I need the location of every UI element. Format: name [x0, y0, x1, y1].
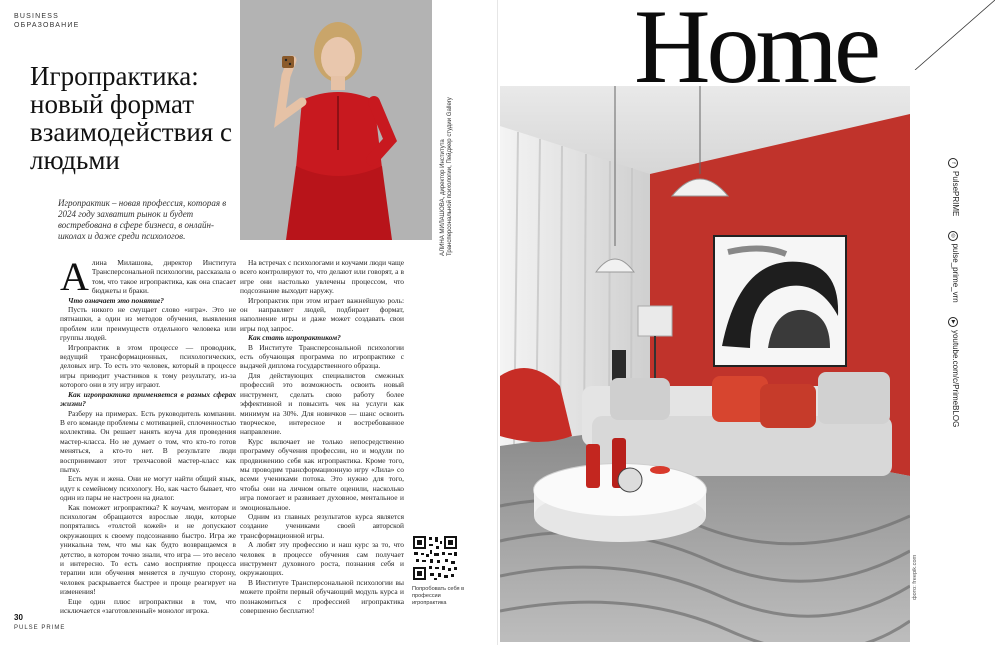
article-column-2 [240, 258, 404, 615]
social-label: pulse_prime_vrn [951, 243, 960, 303]
decorative-diagonal-line [875, 0, 995, 70]
paragraph: Пусть никого не смущает слово «игра». Это не пятнашки, а один из методов обучения, выявления проблем или преимуществ отдельного человека или группы людей. [60, 305, 236, 343]
section-label [14, 12, 80, 30]
left-page [0, 0, 497, 645]
paragraph: Курс включает не только непосредственно программу обучения профессии, но и модули по продвижению себя как игропрактика. Кроме того, мы проводим трансформационную игру «Лила» со всеми учениками потока. Это нужно для того, чтобы они на личном опыте оценили, насколько игра помогает и развивает духовное, ментальное и эмоциональное. [240, 436, 404, 512]
paragraph: В Институте Трансперсональной психологии вы можете пройти первый обучающий модуль курса и познакомиться с профессией игропрактика совершенно бесплатно! [240, 577, 404, 616]
social-label: PulsePRIME [951, 171, 960, 217]
paragraph: А любят эту профессию и наш курс за то, что человек в процессе обучения сам получает инструмент духовного роста, познания себя и окружающих. [240, 540, 404, 578]
qr-caption: Попробовать себя в профессии игропрактика [412, 586, 465, 606]
paragraph: Еще один плюс игропрактики в том, что исключается «заготовленный» монолог игрока. [60, 596, 236, 616]
living-room-illustration [500, 86, 910, 642]
paragraph: Одним из главных результатов курса является создание учениками своей авторской трансформационной игры. [240, 511, 404, 540]
section-category: BUSINESS [14, 13, 59, 20]
paragraph: В Институте Трансперсональной психологии есть обучающая программа по игропрактике с выдачей диплома государственного образца. [240, 342, 404, 371]
social-link-youtube[interactable] [948, 317, 960, 427]
social-label: youtube.com/c/PrimeBLOG [951, 329, 960, 428]
youtube-icon: ▶ [948, 317, 958, 327]
paragraph: Игропрактик в этом процессе — проводник, ведущий трансформационных, психологических, деловых игр. То есть это человек, который в процессе игры приводит участников к тому результату, из-за которого они в эту игру играют. [60, 342, 236, 390]
photo-credit [912, 540, 922, 600]
article-title: Игропрактика: новый формат взаимодействия с людьми [30, 61, 232, 175]
photo-caption-text: АЛИНА МИЛАШОВА, директор Института Трансперсональной психологии, Пейджер студии Gallery [440, 97, 453, 256]
paragraph [60, 254, 236, 299]
paragraph: Для действующих специалистов смежных профессий это возможность освоить новый инструмент, сделать свою работу более эффективной и повысить чек на услуги как минимум на 30%. Для новичков — шанс освоить творческое, интересное и востребованное направление. [240, 370, 404, 437]
paragraph: Как поможет игропрактика? К коучам, менторам и психологам обращаются взрослые люди, которые попрятались «толстой кожей» и не допускают окружающих к своему подсознанию быстро. Игра же уникальна тем, что мы как будто возвращаемся в детство, в котором точно знали, что игра — это весело и интересно. То есть само восприятие процесса терапии или обучения меняется в лучшую сторону, человек раскрывается быстрее и проще реагирует на изменения! [60, 502, 236, 597]
author-photo [240, 0, 432, 240]
magazine-name: PULSE PRIME [14, 625, 66, 631]
page-number: 30 [14, 613, 23, 622]
social-link-instagram[interactable] [948, 231, 960, 303]
photo-credit-text: фото: freepik.com [912, 554, 918, 600]
photo-caption [440, 86, 466, 256]
paragraph: На встречах с психологами и коучами люди чаще всего контролируют то, что делают или говорят, а в игре они настолько увлечены процессом, что подсознание выходит наружу. [240, 258, 404, 296]
section-title-home: Home [634, 0, 878, 105]
social-link-facebook[interactable] [948, 158, 960, 216]
social-links-row [948, 158, 960, 458]
drop-cap: А [60, 254, 89, 299]
facebook-icon: f [948, 158, 958, 168]
interior-photo [500, 86, 910, 642]
social-links [946, 158, 966, 458]
paragraph-text: лина Милашова, директор Института Трансперсональной психологии, рассказала о том, что такое игропрактика, как она спасает бюджеты и браки. [91, 258, 236, 296]
question-heading: Как игропрактика применяется в разных сферах жизни? [60, 389, 236, 409]
instagram-icon: ◎ [948, 231, 958, 241]
paragraph: Есть муж и жена. Они не могут найти общий язык, идут к семейному психологу. Но, как часто бывает, что один из пары не настроен на диалог. [60, 474, 236, 503]
paragraph: Игропрактик при этом играет важнейшую роль: он направляет людей, подбирает формат, наполнение игры и даже может создавать свои игры под запрос. [240, 295, 404, 333]
qr-code-icon [412, 535, 458, 581]
paragraph: Разберу на примерах. Есть руководитель компании. В его команде проблемы с мотивацией, сплоченностью коллектива. Он решает нанять коуча для проведения мастер-класса. Но не думает о том, что кто-то готов меняться, а кто-то нет. В результате люди воспринимают этот трехчасовой мастер-класс как пытку. [60, 408, 236, 474]
section-subcategory: ОБРАЗОВАНИЕ [14, 22, 80, 29]
portrait-illustration [240, 0, 432, 240]
article-column-1 [60, 254, 236, 616]
right-page [497, 0, 995, 645]
qr-code[interactable] [412, 535, 458, 581]
question-heading: Что означает это понятие? [68, 295, 164, 305]
question-heading: Как стать игропрактиком? [248, 333, 341, 343]
article-lead: Игропрактик – новая профессия, которая в 2024 году захватит рынок и будет востребована в сфере бизнеса, в онлайн-школах и даже среди психологов. [58, 198, 227, 241]
